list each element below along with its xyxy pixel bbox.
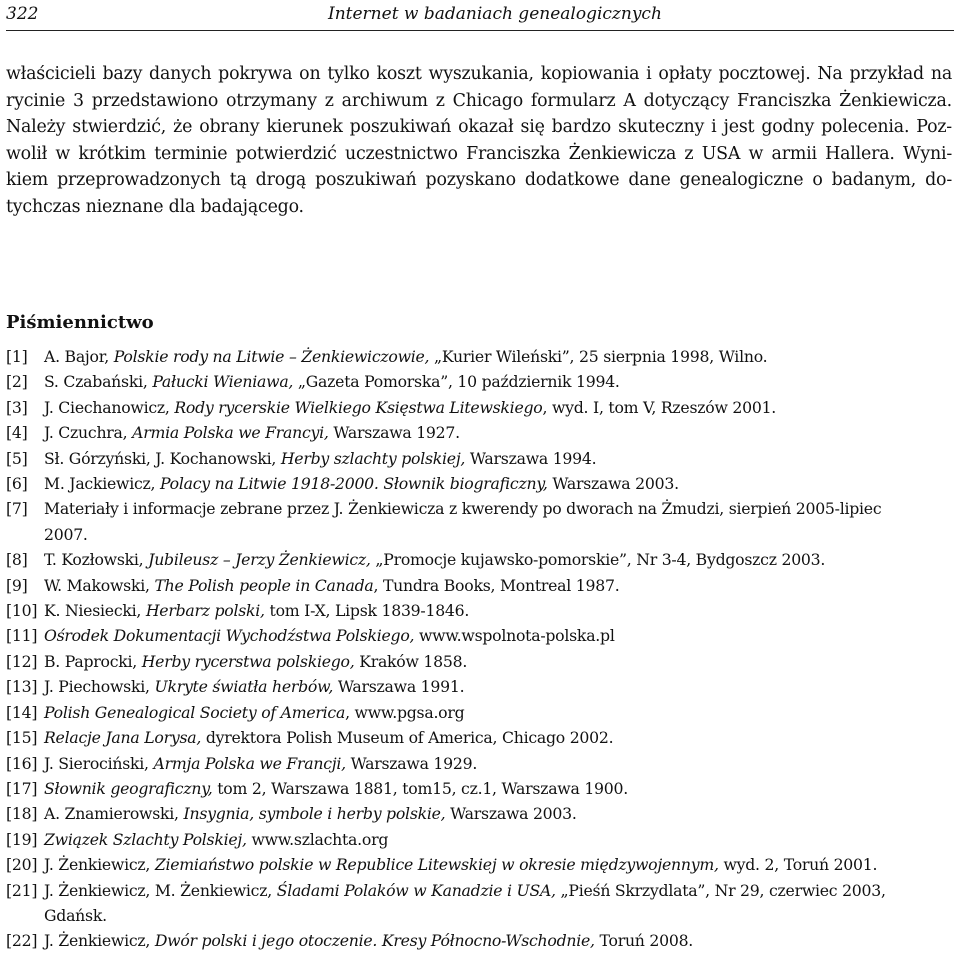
reference-number: [2] bbox=[6, 372, 28, 392]
reference-title: Pałucki Wieniawa, bbox=[152, 372, 294, 392]
reference-author: A. Bajor, bbox=[44, 347, 114, 366]
reference-item bbox=[6, 446, 956, 471]
reference-details: Kraków 1858. bbox=[354, 651, 468, 671]
reference-text bbox=[44, 728, 613, 747]
reference-details: „Pieśń Skrzydlata”, Nr 29, czerwiec 2003, bbox=[555, 880, 886, 900]
body-paragraph bbox=[6, 61, 952, 220]
reference-text bbox=[44, 677, 464, 696]
reference-item bbox=[6, 547, 956, 572]
reference-item bbox=[6, 751, 956, 776]
reference-title: Związek Szlachty Polskiej, bbox=[44, 829, 247, 849]
reference-details: tom 2, Warszawa 1881, tom15, cz.1, Warszawa 1900. bbox=[212, 778, 628, 798]
reference-item bbox=[6, 623, 956, 648]
page-number: 322 bbox=[6, 4, 39, 24]
reference-title: Herbarz polski, bbox=[145, 601, 265, 621]
section-title: Piśmiennictwo bbox=[6, 312, 154, 333]
reference-title: Relacje Jana Lorysa, bbox=[44, 728, 202, 748]
reference-text bbox=[44, 931, 693, 950]
reference-title: Śladami Polaków w Kanadzie i USA, bbox=[276, 880, 556, 900]
reference-text bbox=[44, 550, 825, 569]
reference-item bbox=[6, 801, 956, 826]
body-line: wolił w krótkim terminie potwierdzić uczestnictwo Franciszka Żenkiewicza z USA w armii Hallera. Wyni- bbox=[6, 143, 952, 164]
reference-number: [11] bbox=[6, 626, 38, 646]
body-line: tychczas nieznane dla badającego. bbox=[6, 196, 304, 217]
reference-text bbox=[44, 855, 877, 874]
reference-author: K. Niesiecki, bbox=[44, 601, 146, 621]
reference-number: [7] bbox=[6, 499, 28, 519]
body-line: właścicieli bazy danych pokrywa on tylko koszt wyszukania, kopiowania i opłaty pocztowej. Na przykład na bbox=[6, 64, 952, 84]
reference-continuation: 2007. bbox=[44, 524, 88, 544]
reference-title: Herby szlachty polskiej, bbox=[280, 448, 466, 468]
reference-text bbox=[44, 652, 467, 671]
reference-text bbox=[44, 398, 776, 417]
reference-author: A. Znamierowski, bbox=[44, 804, 184, 824]
reference-title: Ukryte światła herbów, bbox=[154, 677, 334, 697]
reference-number: [13] bbox=[6, 677, 38, 697]
reference-continuation: Gdańsk. bbox=[44, 905, 107, 925]
reference-details: Warszawa 1927. bbox=[328, 423, 460, 443]
reference-details: „Promocje kujawsko-pomorskie”, Nr 3-4, Bydgoszcz 2003. bbox=[370, 550, 826, 570]
reference-text bbox=[44, 423, 460, 442]
reference-title: Jubileusz – Jerzy Żenkiewicz, bbox=[148, 550, 371, 570]
reference-title: Polish Genealogical Society of America bbox=[44, 702, 346, 722]
reference-author: S. Czabański, bbox=[44, 372, 153, 392]
reference-item bbox=[6, 725, 956, 750]
reference-title: Herby rycerstwa polskiego, bbox=[141, 651, 355, 671]
reference-details: , www.pgsa.org bbox=[345, 702, 465, 722]
reference-author: T. Kozłowski, bbox=[44, 550, 149, 570]
reference-text bbox=[44, 779, 628, 798]
reference-text bbox=[44, 474, 679, 493]
reference-number: [18] bbox=[6, 804, 38, 824]
reference-text bbox=[44, 626, 615, 645]
reference-text bbox=[44, 499, 881, 518]
reference-details: tom I-X, Lipsk 1839-1846. bbox=[264, 601, 470, 621]
reference-author: W. Makowski, bbox=[44, 575, 155, 595]
reference-title: Polacy na Litwie 1918-2000. Słownik biograficzny, bbox=[160, 474, 548, 494]
reference-title: The Polish people in Canada bbox=[154, 575, 374, 595]
reference-item bbox=[6, 496, 956, 547]
reference-details: Warszawa 1994. bbox=[465, 448, 597, 468]
reference-author: B. Paprocki, bbox=[44, 651, 142, 671]
reference-item bbox=[6, 344, 956, 369]
reference-number: [12] bbox=[6, 651, 38, 671]
reference-text bbox=[44, 703, 464, 722]
reference-details: www.szlachta.org bbox=[246, 829, 389, 849]
reference-author: J. Żenkiewicz, bbox=[44, 931, 155, 951]
reference-item bbox=[6, 700, 956, 725]
reference-details: Warszawa 2003. bbox=[445, 804, 577, 824]
body-line: Należy stwierdzić, że obrany kierunek poszukiwań okazał się bardzo skuteczny i jest godny polecenia. Poz- bbox=[6, 117, 952, 137]
reference-number: [5] bbox=[6, 448, 28, 468]
reference-number: [10] bbox=[6, 601, 38, 621]
reference-text bbox=[44, 576, 619, 595]
reference-author: J. Czuchra, bbox=[44, 423, 133, 443]
reference-details: dyrektora Polish Museum of America, Chicago 2002. bbox=[201, 728, 614, 748]
body-line: kiem przeprowadzonych tą drogą poszukiwań pozyskano dodatkowe dane genealogiczne o badanym, do- bbox=[6, 170, 952, 190]
reference-number: [21] bbox=[6, 880, 38, 900]
reference-details: „Kurier Wileński”, 25 sierpnia 1998, Wilno. bbox=[429, 347, 768, 366]
reference-title: Dwór polski i jego otoczenie. Kresy Północno-Wschodnie, bbox=[154, 931, 595, 951]
reference-item bbox=[6, 674, 956, 699]
running-title: Internet w badaniach genealogicznych bbox=[328, 4, 662, 24]
reference-text bbox=[44, 754, 477, 773]
reference-author: J. Piechowski, bbox=[44, 677, 155, 697]
reference-author: J. Żenkiewicz, M. Żenkiewicz, bbox=[44, 880, 277, 900]
reference-title: Ośrodek Dokumentacji Wychodźstwa Polskiego, bbox=[44, 626, 415, 646]
reference-item bbox=[6, 649, 956, 674]
reference-author: J. Żenkiewicz, bbox=[44, 855, 155, 875]
reference-number: [1] bbox=[6, 347, 28, 366]
reference-text bbox=[44, 881, 886, 900]
reference-number: [4] bbox=[6, 423, 28, 443]
reference-list bbox=[6, 344, 956, 954]
reference-item bbox=[6, 369, 956, 394]
reference-number: [6] bbox=[6, 474, 28, 494]
reference-title: Ziemiaństwo polskie w Republice Litewskiej w okresie międzywojennym, bbox=[154, 855, 719, 875]
reference-details: Warszawa 1929. bbox=[345, 753, 478, 773]
reference-text bbox=[44, 372, 620, 391]
reference-details: Toruń 2008. bbox=[594, 931, 694, 951]
reference-number: [15] bbox=[6, 728, 38, 748]
reference-item bbox=[6, 878, 956, 929]
reference-number: [17] bbox=[6, 778, 38, 798]
reference-title: Armia Polska we Francyi, bbox=[132, 423, 329, 443]
reference-item bbox=[6, 852, 956, 877]
reference-author: J. Sierociński, bbox=[44, 753, 154, 773]
reference-item bbox=[6, 471, 956, 496]
reference-number: [8] bbox=[6, 550, 28, 570]
reference-details: Warszawa 1991. bbox=[333, 677, 465, 697]
reference-author: Materiały i informacje zebrane przez J. Żenkiewicza z kwerendy po dworach na Żmudzi, sierpień 2005-lipiec bbox=[44, 499, 882, 519]
reference-text bbox=[44, 449, 596, 468]
reference-details: , Tundra Books, Montreal 1987. bbox=[373, 575, 620, 595]
reference-details: „Gazeta Pomorska”, 10 październik 1994. bbox=[293, 372, 620, 392]
reference-title: Insygnia, symbole i herby polskie, bbox=[183, 804, 446, 824]
reference-title: Słownik geograficzny, bbox=[44, 778, 213, 798]
reference-author: Sł. Górzyński, J. Kochanowski, bbox=[44, 448, 281, 468]
reference-number: [9] bbox=[6, 575, 28, 595]
reference-text bbox=[44, 347, 767, 366]
reference-details: www.wspolnota-polska.pl bbox=[414, 626, 615, 646]
reference-author: M. Jackiewicz, bbox=[44, 474, 160, 494]
reference-item bbox=[6, 928, 956, 953]
reference-number: [14] bbox=[6, 702, 38, 722]
reference-author: J. Ciechanowicz, bbox=[44, 397, 175, 417]
reference-details: , wyd. I, tom V, Rzeszów 2001. bbox=[542, 397, 777, 417]
reference-item bbox=[6, 395, 956, 420]
reference-title: Armja Polska we Francji, bbox=[153, 753, 346, 773]
reference-details: Warszawa 2003. bbox=[547, 474, 679, 494]
reference-title: Rody rycerskie Wielkiego Księstwa Litewskiego bbox=[174, 397, 543, 417]
reference-item bbox=[6, 827, 956, 852]
reference-item bbox=[6, 776, 956, 801]
reference-text bbox=[44, 601, 469, 620]
reference-details: wyd. 2, Toruń 2001. bbox=[718, 855, 878, 875]
reference-number: [22] bbox=[6, 931, 38, 951]
reference-number: [20] bbox=[6, 855, 38, 875]
reference-title: Polskie rody na Litwie – Żenkiewiczowie, bbox=[113, 347, 430, 366]
reference-item bbox=[6, 420, 956, 445]
reference-item bbox=[6, 573, 956, 598]
reference-text bbox=[44, 830, 388, 849]
reference-number: [19] bbox=[6, 829, 38, 849]
reference-item bbox=[6, 598, 956, 623]
reference-number: [16] bbox=[6, 753, 38, 773]
page-header bbox=[6, 2, 954, 31]
body-line: rycinie 3 przedstawiono otrzymany z archiwum z Chicago formularz A dotyczący Franciszka Żenkiewicza. bbox=[6, 90, 952, 111]
reference-text bbox=[44, 804, 577, 823]
reference-number: [3] bbox=[6, 397, 28, 417]
